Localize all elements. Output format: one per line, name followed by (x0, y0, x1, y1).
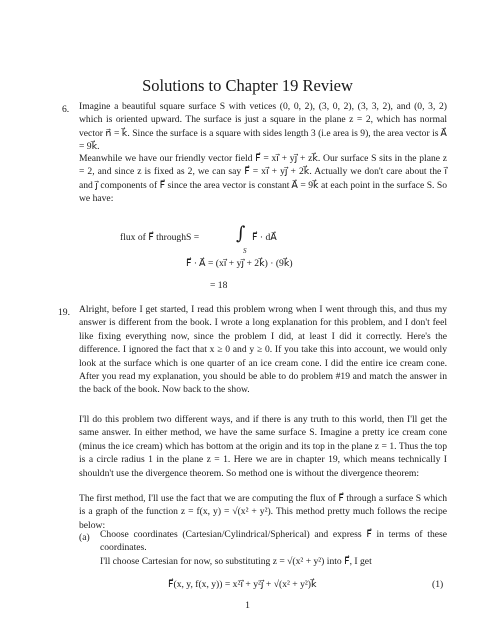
problem-19-paragraph-2: I'll do this problem two different ways, and if there is any truth to this world, then I'll get the same answer. In either method, we have the same surface S. Imagine a pretty ice cream cone (minus the ice cream) which has bottom at the origin and its top in the plane z = 1. Thus the top is a circle radius 1 in the plane z = 1. Here we are in chapter 19, which means technically I shouldn't use the divergence theorem. So method one is without the divergence theorem: (79, 414, 447, 479)
problem-19-paragraph-1: Alright, before I get started, I read this problem wrong when I went through this, and thus my answer is different from the book. I wrote a long explanation for this problem, and I don't feel like fixing everything now, since the problem I did, at least I did it correctly. Here's the difference. I ignored the fact that x ≥ 0 and y ≥ 0. If you take this into account, we would only look at the surface which is one quarter of an ice cream cone. I did the entire ice cream cone. After you read my explanation, you should be able to do problem #19 and match the answer in the back of the book. Now back to the show. (79, 304, 447, 396)
equation-1-tag: (1) (432, 579, 444, 590)
equation-dot-product: F⃗ · A⃗ = (xi⃗ + yj⃗ + 2k⃗) · (9k⃗) (186, 258, 293, 269)
page-title: Solutions to Chapter 19 Review (142, 76, 353, 95)
equation-flux-label: flux of F⃗ throughS = (120, 232, 200, 243)
problem-6-paragraph-1: Imagine a beautiful square surface S with vetices (0, 0, 2), (3, 0, 2), (3, 3, 2), and (0, 3, 2) which is oriented upward. The surface is just a square in the plane z = 2, which has normal vector n⃗ = k⃗. Since the surface is a square with sides length 3 (i.e area is 9), the area vector is A⃗ = 9k⃗. (79, 101, 447, 153)
equation-flux-integrand: F⃗ · dA⃗ (252, 232, 277, 243)
page-number: 1 (245, 600, 250, 611)
equation-result: = 18 (210, 280, 228, 291)
problem-19-paragraph-3: The first method, I'll use the fact that we are computing the flux of F⃗ through a surface S which is a graph of the function z = f(x, y) = √(x² + y²). This method pretty much follows the recipe below: (79, 493, 447, 531)
integral-subscript: S (243, 247, 247, 255)
item-a-text: Choose coordinates (Cartesian/Cylindrical/Spherical) and express F⃗ in terms of these coordinates. (100, 529, 447, 554)
item-a-follow: I'll choose Cartesian for now, so substituting z = √(x² + y²) into F⃗, I get (100, 556, 372, 567)
equation-1: F⃗(x, y, f(x, y)) = x²i⃗ + y²j⃗ + √(x² + y²)k⃗ (168, 579, 317, 590)
problem-6-number: 6. (62, 104, 70, 115)
problem-6-paragraph-2: Meanwhile we have our friendly vector field F⃗ = xi⃗ + yj⃗ + zk⃗. Our surface S sits in the plane z = 2, and since z is fixed as 2, we can say F⃗ = xi⃗ + yj⃗ + 2k⃗. Actually we don't care about the i⃗ and j⃗ components of F⃗ since the area vector is constant A⃗ = 9k⃗ at each point in the surface S. So we have: (79, 153, 447, 205)
problem-19-number: 19. (58, 307, 70, 318)
integral-sign: ∫ (236, 223, 246, 244)
item-a-label: (a) (79, 532, 90, 543)
